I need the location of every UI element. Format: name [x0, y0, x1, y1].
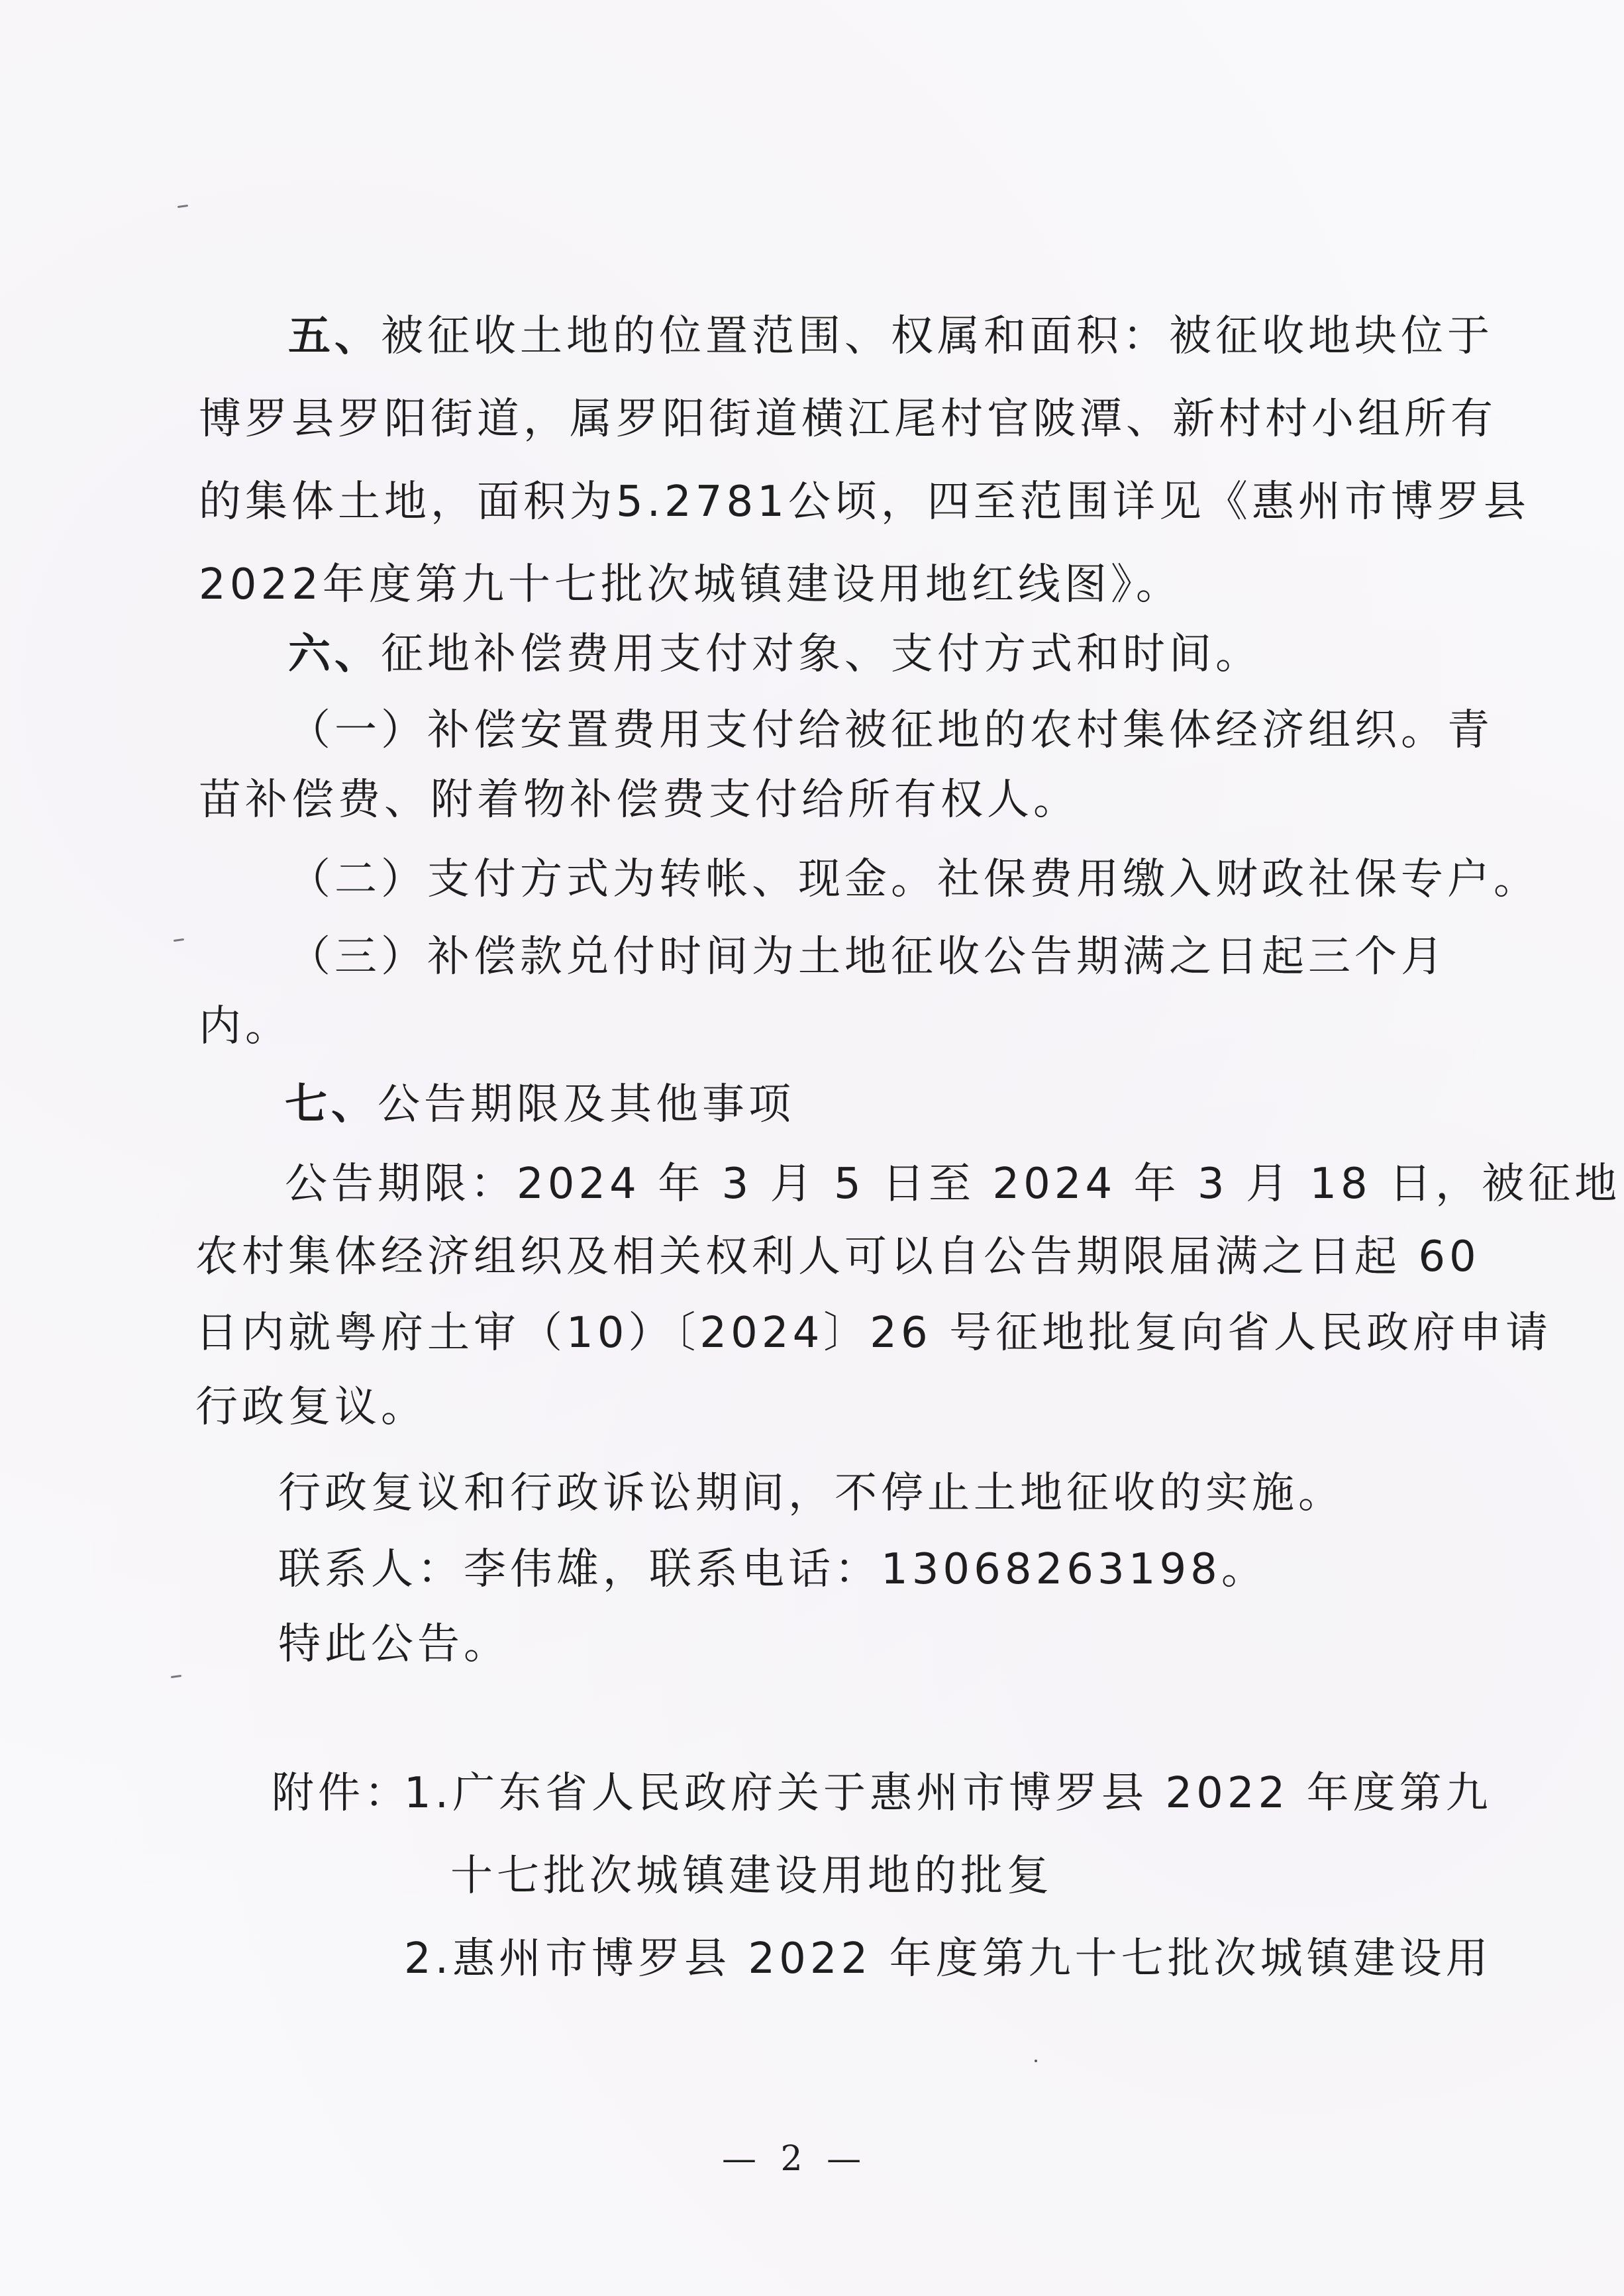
- section-6-item-3-line-1: （三）补偿款兑付时间为土地征收公告期满之日起三个月: [288, 932, 1447, 981]
- scan-mark: [171, 1675, 181, 1678]
- section-6-heading: [288, 628, 1262, 681]
- closing-statement: 特此公告。: [278, 1620, 510, 1669]
- section-5-line-2: 博罗县罗阳街道，属罗阳街道横江尾村官陂潭、新村村小组所有: [199, 395, 1497, 444]
- section-7-number: 七、: [285, 1080, 378, 1129]
- notice-period-line-3: 日内就粤府土审（10）〔2024〕26 号征地批复向省人民政府申请: [195, 1309, 1552, 1358]
- scan-speck: [1035, 2060, 1037, 2062]
- section-6-item-1-line-2: 苗补偿费、附着物补偿费支付给所有权人。: [199, 775, 1080, 824]
- section-5-heading-line: [288, 310, 1494, 363]
- notice-period-line-2: 农村集体经济组织及相关权利人可以自公告期限届满之日起 60: [195, 1232, 1480, 1281]
- section-7-title: 公告期限及其他事项: [378, 1080, 795, 1129]
- attachment-1-line-1: 1.广东省人民政府关于惠州市博罗县 2022 年度第九: [404, 1769, 1492, 1818]
- section-6-item-2-line-1: （二）支付方式为转帐、现金。社保费用缴入财政社保专户。: [288, 855, 1540, 904]
- notice-period-line-4: 行政复议。: [195, 1383, 427, 1432]
- section-6-item-3-line-2: 内。: [199, 1002, 291, 1051]
- page-number: — 2 —: [722, 2139, 868, 2179]
- attachment-2-line-1: 2.惠州市博罗县 2022 年度第九十七批次城镇建设用: [404, 1934, 1492, 1983]
- attachments-label: 附件：: [272, 1769, 411, 1818]
- section-6-item-1-line-1: （一）补偿安置费用支付给被征地的农村集体经济组织。青: [288, 706, 1494, 755]
- section-6-title: 征地补偿费用支付对象、支付方式和时间。: [381, 630, 1262, 679]
- review-note: 行政复议和行政诉讼期间，不停止土地征收的实施。: [278, 1469, 1345, 1518]
- section-5-text: 被征收土地的位置范围、权属和面积：被征收地块位于: [381, 312, 1494, 361]
- section-6-number: 六、: [288, 630, 381, 679]
- contact-info: 联系人：李伟雄，联系电话：13068263198。: [278, 1545, 1268, 1594]
- attachment-1-line-2: 十七批次城镇建设用地的批复: [450, 1852, 1053, 1901]
- section-5-number: 五、: [288, 312, 381, 361]
- section-7-heading: [285, 1078, 795, 1131]
- section-5-line-4: 2022年度第九十七批次城镇建设用地红线图》。: [199, 560, 1182, 609]
- notice-period-line-1: 公告期限：2024 年 3 月 5 日至 2024 年 3 月 18 日，被征地: [285, 1160, 1621, 1209]
- section-5-line-3: 的集体土地，面积为5.2781公顷，四至范围详见《惠州市博罗县: [199, 477, 1530, 526]
- scan-mark: [174, 938, 184, 942]
- scan-mark: [178, 205, 188, 208]
